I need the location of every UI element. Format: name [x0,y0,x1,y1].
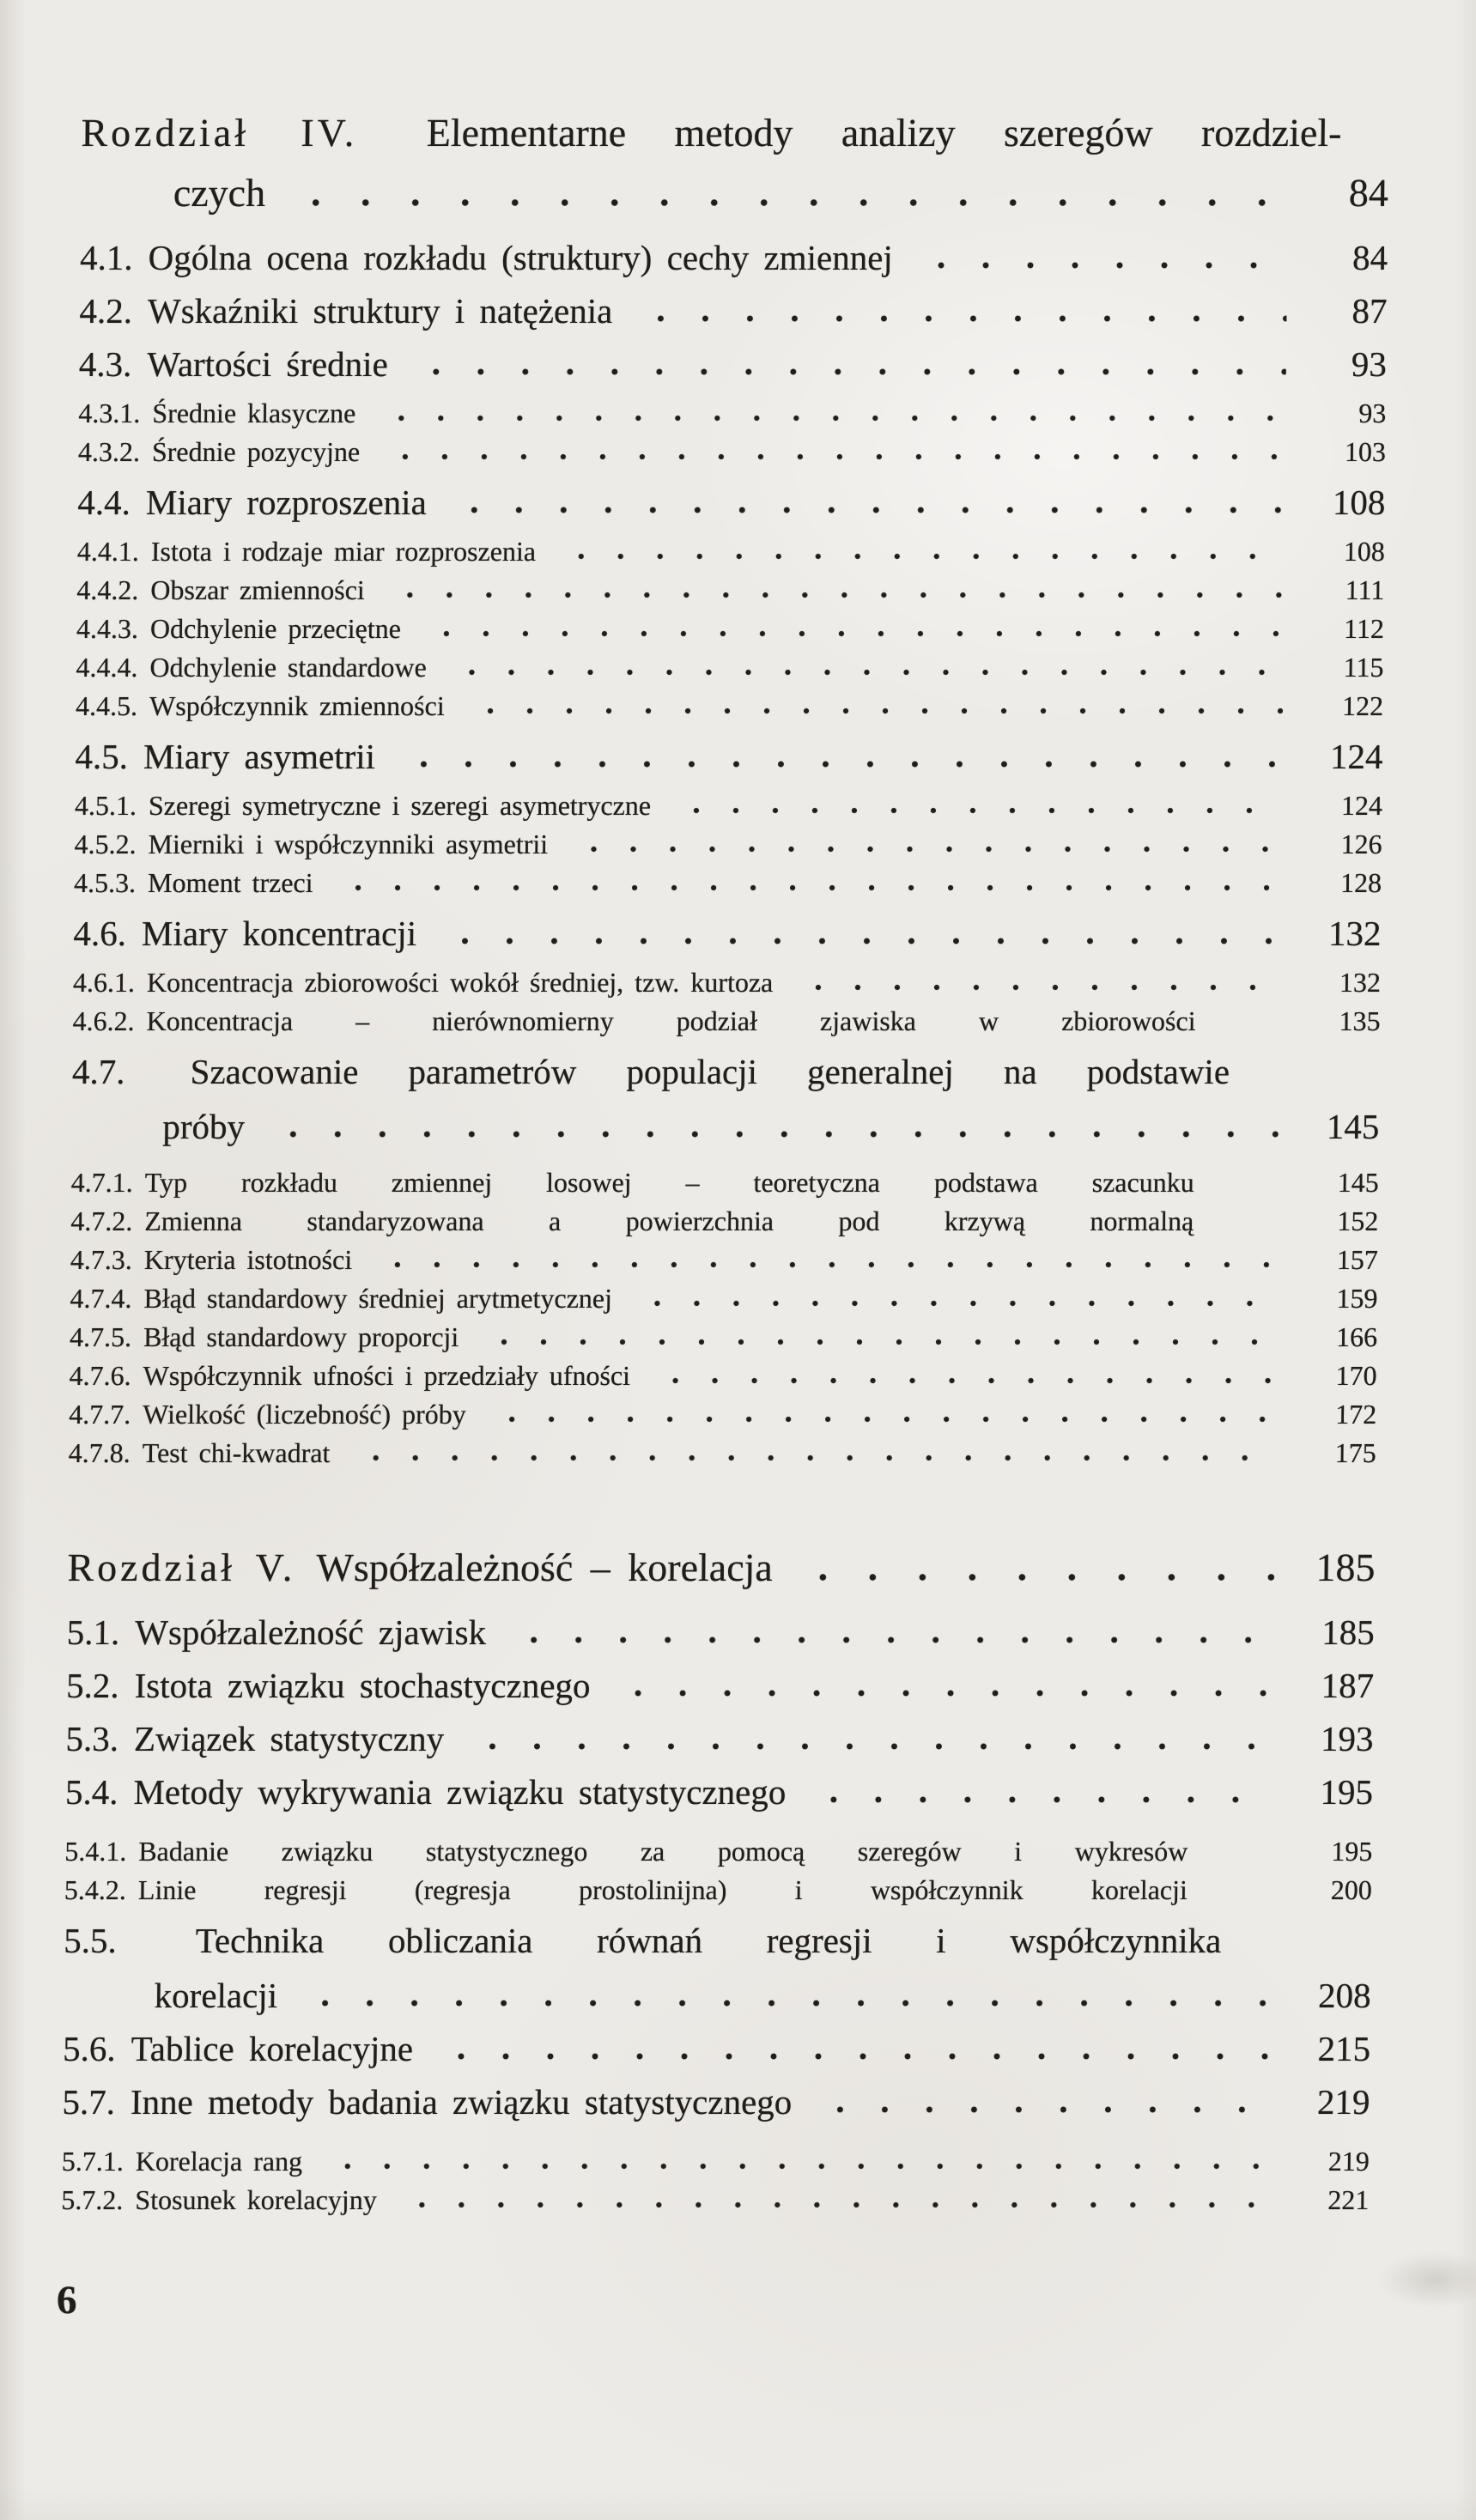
toc-entry-row [69,1398,1376,1430]
toc-entry-page: 195 [1320,1772,1374,1812]
dot-leader [811,1794,1273,1805]
toc-entry-page: 208 [1317,1976,1371,2015]
toc-entry-row [66,1665,1374,1706]
toc-entry-title: Wielkość (liczebność) próby [143,1399,466,1430]
toc-entry-number: 4.2. [79,291,133,331]
toc-entry-row [76,574,1384,606]
toc-entry-title: Średnie pozycyjne [151,436,361,467]
dot-leader [574,844,1282,854]
toc-entry-number: 4.7.5. [69,1321,132,1352]
toc-entry [69,1398,1376,1430]
toc-entry-number: 4.6. [73,914,127,953]
dot-leader [799,1572,1275,1582]
toc-entry-row [76,612,1384,645]
toc-entry-page: 185 [1315,1545,1376,1589]
toc-entry [75,736,1382,777]
toc-entry [62,2145,1370,2177]
toc-entry-row [76,689,1383,722]
toc-entry-page: 195 [1331,1836,1373,1867]
toc-entry [78,397,1386,429]
toc-entry-title: Miary koncentracji [141,914,417,953]
toc-entry-title: Moment trzeci [147,867,313,898]
dot-leader [381,413,1285,423]
toc-entry-row [71,1166,1379,1199]
toc-entry-title: Współczynnik ufności i przedziały ufności [143,1360,631,1391]
toc-entry-first-line [64,1920,1371,1961]
toc-entry-title: Korelacja rang [135,2146,303,2177]
toc-entry-number: 5.4.1. [64,1836,127,1867]
toc-entry-number: Rozdział V. [67,1545,296,1589]
dot-leader [339,883,1282,893]
toc-entry-page: 84 [1348,171,1389,215]
toc-entry-number: 5.5. [64,1921,118,1960]
toc-entry [61,2183,1369,2216]
toc-entry-number: 4.4. [77,483,131,522]
toc-entry [70,1321,1377,1353]
toc-entry-page: 111 [1345,574,1385,605]
toc-entry [74,866,1382,899]
toc-entry-row [70,1282,1377,1315]
dot-leader [291,197,1288,208]
toc-entry-page: 185 [1321,1612,1375,1652]
toc-entry [73,966,1381,999]
dot-leader [378,1260,1278,1270]
toc-entry-number: Rozdział IV. [81,111,358,155]
toc-entry-page: 145 [1326,1107,1380,1146]
toc-entry-row [72,1005,1380,1037]
toc-entry-title: Współzależność – korelacja [316,1545,774,1589]
toc-entry-row [70,1243,1378,1276]
toc-entry-row [70,1321,1377,1353]
dot-leader [512,1635,1274,1645]
toc-entry-row [80,237,1388,278]
toc-entry-number: 5.4.2. [64,1874,127,1905]
dot-leader [328,2161,1269,2171]
toc-entry [63,1920,1371,2016]
toc-entry-page: 87 [1351,291,1388,331]
toc-entry-second-line [71,1106,1379,1147]
dot-leader [303,1998,1271,2008]
toc-entry [69,1359,1376,1392]
toc-entry-title: Zmienna standaryzowana a powierzchnia pod krzywą normalną [144,1205,1194,1236]
toc-entry-number: 4.7.3. [70,1244,133,1275]
toc-entry-title: Błąd standardowy średniej arytmetycznej [143,1283,613,1314]
toc-entry-title: Metody wykrywania związku statystycznego [133,1772,787,1812]
toc-entry [70,1282,1377,1315]
toc-entry-page: 219 [1316,2082,1370,2122]
toc-entry-number: 4.1. [79,238,133,277]
toc-entry-page: 175 [1334,1437,1376,1468]
toc-entry-page: 193 [1320,1719,1374,1758]
toc-entry-title: Wartości średnie [147,344,389,384]
toc-entry-row [75,789,1382,822]
toc-entry-number: 4.7.1. [70,1167,133,1198]
toc-entry-number: 5.6. [62,2029,116,2068]
toc-entry-title: Badanie związku statystycznego za pomocą szeregów i wykresów [138,1836,1188,1867]
toc-entry-row [65,1771,1373,1813]
toc-entry [79,343,1387,385]
toc-entry-number: 4.7.6. [69,1360,131,1391]
toc-entry-number: 4.4.5. [75,690,138,721]
toc-entry [64,1873,1372,1906]
toc-entry-title: Typ rozkładu zmiennej losowej – teoretyczna podstawa szacunku [144,1167,1194,1198]
toc-entry-title-continued: próby [162,1107,246,1146]
toc-entry-title: Tablice korelacyjne [131,2029,414,2068]
toc-entry-page: 152 [1337,1205,1379,1236]
dot-leader [919,260,1287,270]
toc-entry-page: 128 [1339,867,1382,898]
toc-entry-row [65,1718,1373,1759]
toc-entry-title: Szacowanie parametrów populacji generalnej na podstawie [190,1052,1230,1091]
toc-entry [67,1612,1375,1653]
dot-leader [656,1375,1277,1386]
toc-entry-page: 219 [1327,2146,1370,2177]
toc-entry-title: Miary asymetrii [143,737,376,776]
toc-entry-row [67,1612,1375,1653]
dot-leader [638,1298,1278,1309]
toc-entry-number: 4.7. [71,1052,125,1091]
toc-entry-row [79,343,1387,385]
toc-entry-title: Obszar zmienności [150,574,365,605]
toc-entry-title: Średnie klasyczne [152,398,356,428]
toc-entry-page: 112 [1343,613,1385,644]
toc-entry-number: 4.6.1. [72,967,136,998]
toc-entry [76,612,1384,645]
dot-leader [492,1414,1277,1424]
toc-entry-title: Mierniki i współczynniki asymetrii [148,829,549,859]
toc-entry-page: 108 [1343,536,1386,567]
toc-entry-second-line [81,170,1389,216]
toc-entry [70,1205,1378,1237]
toc-entry-title: Technika obliczania równań regresji i współczynnika [195,1921,1222,1960]
toc-entry [62,2081,1370,2122]
toc-entry-row [69,1436,1376,1469]
toc-entry-page: 84 [1351,238,1388,277]
toc-entry [65,1718,1373,1759]
toc-entry-page: 108 [1332,483,1386,522]
page-number: 6 [57,2278,77,2323]
toc-entry-row [70,1205,1378,1237]
toc-entry-title: Linie regresji (regresja prostolinijna) i współczynnik korelacji [137,1874,1188,1905]
toc-entry [76,574,1384,606]
dot-leader [439,2051,1270,2062]
toc-entry-number: 5.3. [65,1719,119,1758]
dot-leader [484,1337,1277,1347]
toc-entry [64,1835,1372,1867]
toc-entry [80,237,1388,278]
dot-leader [391,590,1285,600]
toc-entry-number: 4.3.2. [77,436,141,467]
toc-entry-number: 4.7.7. [69,1399,131,1430]
toc-entry-page: 93 [1351,344,1388,384]
toc-entry [72,1005,1380,1037]
toc-entry-number: 4.5. [75,737,129,776]
toc-entry-row [74,866,1382,899]
dot-leader [677,805,1282,816]
toc-entry [81,110,1389,216]
dot-leader [453,667,1284,677]
toc-entry-number: 4.5.1. [74,790,137,821]
toc-entry [65,1771,1373,1813]
toc-entry-first-line [72,1051,1380,1092]
dot-leader [562,551,1285,562]
toc-entry-title: Stosunek korelacyjny [135,2184,377,2215]
toc-entry-number: 4.7.8. [68,1437,131,1468]
toc-entry-title: Szeregi symetryczne i szeregi asymetryczne [148,790,652,821]
toc-entry-page: 132 [1339,967,1382,998]
toc-entry-title: Elementarne metody analizy szeregów rozdziel- [426,111,1342,155]
toc-entry-row [76,651,1383,683]
toc-entry-title: Współczynnik zmienności [149,690,445,721]
toc-entry-row [78,435,1386,468]
toc-entry-row [62,2081,1370,2122]
dot-leader [638,313,1286,324]
toc-entry-title: Ogólna ocena rozkładu (struktury) cechy zmiennej [148,238,894,277]
toc-entry [73,913,1381,954]
toc-entry-second-line [63,1975,1370,2016]
toc-entry [77,482,1385,523]
toc-entry-title: Istota związku stochastycznego [134,1666,591,1705]
toc-entry-title: Błąd standardowy proporcji [143,1321,459,1352]
toc-entry-page: 159 [1336,1283,1378,1314]
toc-entry-page: 172 [1335,1399,1377,1430]
toc-entry-page: 122 [1341,690,1384,721]
toc-entry [67,1545,1376,1591]
toc-entry-row [73,966,1381,999]
toc-entry [77,535,1385,568]
toc-entry-page: 221 [1327,2184,1370,2215]
toc-entry-row [77,482,1385,523]
toc-entry-number: 4.3. [78,344,132,384]
dot-leader [616,1688,1273,1698]
dot-leader [799,982,1280,993]
toc-entry-page: 115 [1343,652,1384,683]
dot-leader [817,2104,1269,2115]
toc-entry-page: 170 [1335,1360,1377,1391]
toc-entry-number: 5.7. [62,2082,116,2122]
toc-entry [76,689,1383,722]
toc-entry-title: Koncentracja zbiorowości wokół średniej, tzw. kurtoza [146,967,774,998]
toc-entry-number: 5.7.2. [61,2184,124,2215]
dot-leader [471,706,1284,716]
toc-entry-title: Koncentracja – nierównomierny podział zjawiska w zbiorowości [146,1005,1196,1036]
toc-entry-page: 124 [1340,790,1383,821]
toc-entry-row [62,2145,1370,2177]
toc-entry-title: Test chi-kwadrat [142,1437,331,1468]
toc-entry-number: 5.2. [65,1666,119,1705]
toc-entry-number: 5.1. [66,1612,120,1652]
toc-entry-title: Kryteria istotności [143,1244,353,1275]
toc-entry-row [74,828,1382,860]
toc-entry-row [78,397,1386,429]
toc-entry-page: 166 [1335,1321,1378,1352]
dot-leader [442,936,1281,946]
dot-leader [270,1129,1279,1139]
toc-entry-number: 4.4.3. [76,613,139,644]
toc-entry-number: 4.4.1. [76,536,140,567]
toc-entry [75,789,1382,822]
toc-entry-row [77,535,1385,568]
toc-entry-page: 93 [1358,398,1387,428]
toc-entry-title: Współzależność zjawisk [135,1612,487,1652]
toc-entry-page: 145 [1337,1167,1379,1198]
toc-entry [74,828,1382,860]
toc-entry-title: Miary rozproszenia [145,483,428,522]
toc-entry-page: 200 [1330,1874,1373,1905]
toc-entry-row [79,290,1387,331]
toc-entry [69,1436,1376,1469]
toc-entry-page: 132 [1327,914,1382,953]
toc-entry-number: 4.7.4. [70,1283,132,1314]
toc-entry-row [64,1835,1372,1867]
toc-entry-first-line [81,110,1389,156]
toc-entry [70,1243,1378,1276]
toc-entry-row [67,1545,1376,1591]
toc-entry-title: Wskaźniki struktury i natężenia [147,291,613,331]
toc-entry-title: Związek statystyczny [133,1719,445,1758]
toc-entry [71,1166,1379,1199]
dot-leader [386,452,1285,462]
toc-entry [66,1665,1374,1706]
toc-entry-number: 5.4. [64,1772,118,1812]
toc-entry-page: 126 [1340,829,1382,859]
dot-leader [401,759,1283,769]
toc-entry [63,2028,1370,2069]
toc-entry-page: 124 [1329,737,1383,776]
toc-entry [71,1051,1380,1147]
dot-leader [453,505,1285,515]
toc-entry-page: 187 [1321,1666,1375,1705]
toc-entry-row [61,2183,1369,2216]
toc-entry-row [63,2028,1370,2069]
toc-entry-number: 4.4.2. [76,574,139,605]
dot-leader [470,1741,1273,1752]
toc-entry-number: 4.7.2. [70,1205,133,1236]
toc-entry-row [75,736,1382,777]
toc-entry-number: 4.5.2. [74,829,137,859]
toc-entry-title-continued: czych [173,171,266,215]
toc-entry-page: 135 [1339,1005,1381,1036]
toc-entry-row [69,1359,1376,1392]
dot-leader [414,367,1286,377]
toc-entry-title: Odchylenie standardowe [149,652,427,683]
toc-entry-page: 157 [1336,1244,1379,1275]
toc-entry-row [64,1873,1372,1906]
toc-entry-page: 215 [1317,2029,1371,2068]
dot-leader [355,1453,1275,1463]
toc-entry-row [73,913,1381,954]
toc-entry [76,651,1383,683]
toc-entry-number: 4.4.4. [76,652,138,683]
toc-entry-number: 5.7.1. [61,2146,125,2177]
toc-entry-number: 4.3.1. [78,398,141,428]
toc-entry [79,290,1387,331]
dot-leader [403,2200,1269,2210]
toc-entry-number: 4.5.3. [73,867,137,898]
toc-entry-title: Odchylenie przeciętne [149,613,402,644]
toc-entry-number: 4.6.2. [72,1005,135,1036]
toc-entry-page: 103 [1344,436,1387,467]
toc-entry-title: Inne metody badania związku statystycznego [130,2082,793,2122]
toc-entry-title: Istota i rodzaje miar rozproszenia [150,536,537,567]
dot-leader [427,628,1284,639]
toc-entry [78,435,1386,468]
toc-entry-title-continued: korelacji [154,1976,278,2015]
